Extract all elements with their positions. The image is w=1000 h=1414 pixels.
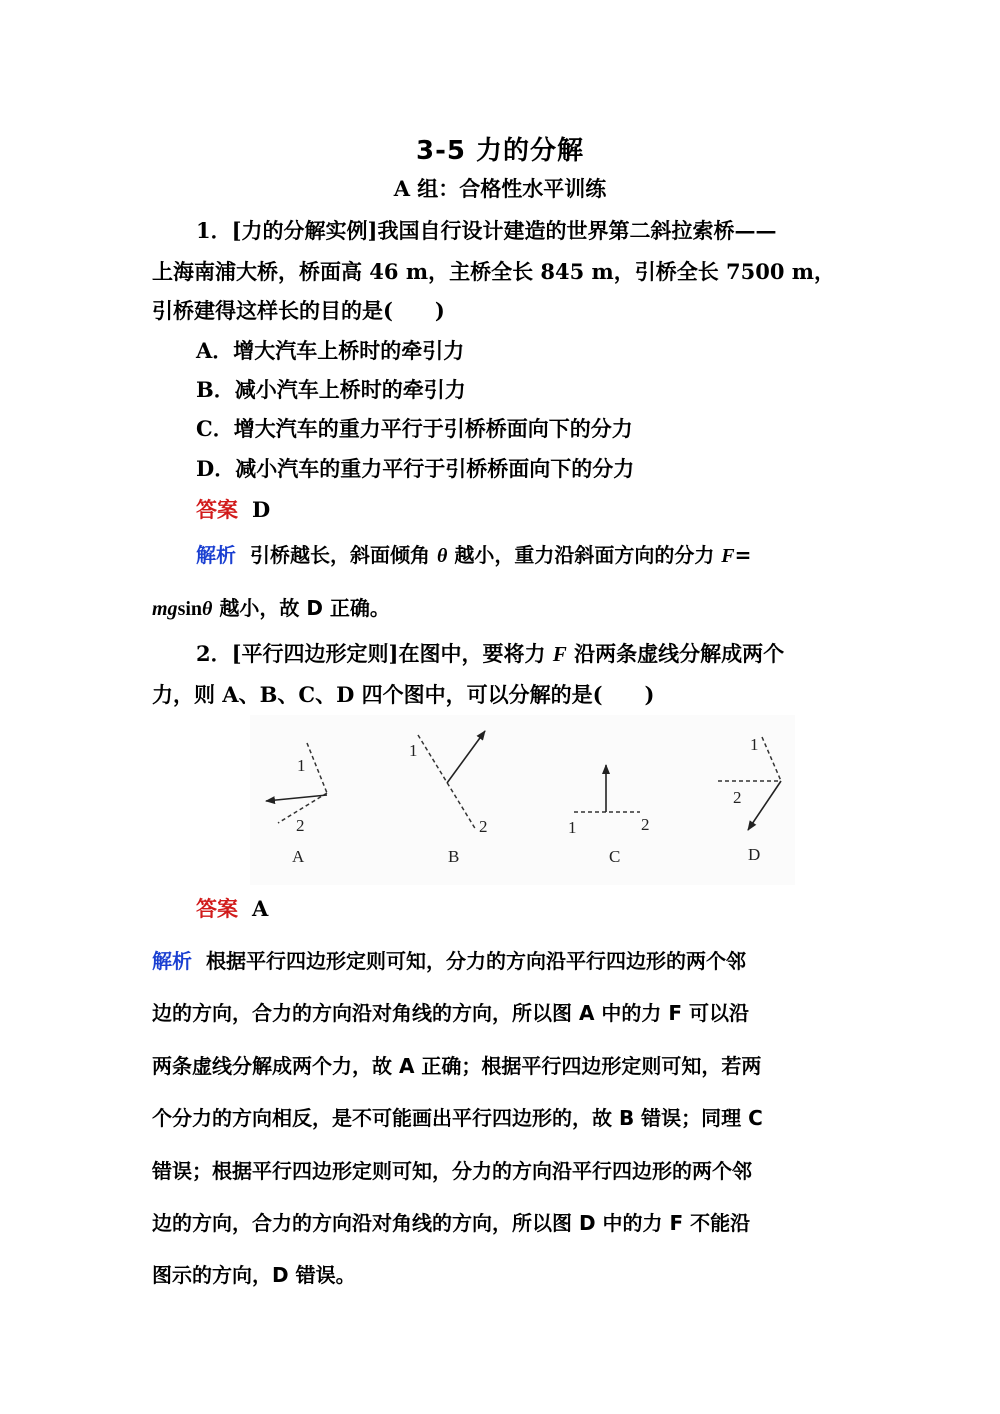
q2-answer-row bbox=[196, 893, 896, 923]
q2-analysis-line-4: 个分力的方向相反，是不可能画出平行四边形的，故 B 错误；同理 C bbox=[152, 1106, 763, 1130]
q2-analysis-line-2: 边的方向，合力的方向沿对角线的方向，所以图 A 中的力 F 可以沿 bbox=[152, 1001, 749, 1025]
q1-text-line-1: 1．[力的分解实例]我国自行设计建造的世界第二斜拉索桥—— bbox=[196, 218, 777, 243]
q1-analysis-line-2 bbox=[152, 592, 852, 621]
force-decomposition-figure bbox=[250, 715, 795, 885]
panel-a bbox=[266, 743, 327, 866]
q2-analysis-text-1: 根据平行四边形定则可知，分力的方向沿平行四边形的两个邻 bbox=[206, 949, 746, 973]
page-title: 3-5 力的分解 bbox=[415, 136, 585, 166]
panel-a-label-1: 1 bbox=[297, 756, 306, 775]
q1-analysis-theta-2: θ bbox=[202, 598, 213, 620]
q1-analysis-mg: mg bbox=[152, 598, 178, 620]
q2-text-line-2: 力，则 A、B、C、D 四个图中，可以分解的是( ) bbox=[152, 682, 655, 707]
q1-analysis-text-c: 越小，故 D 正确。 bbox=[212, 596, 390, 620]
q1-answer-value: D bbox=[252, 497, 271, 522]
q2-text-line-1 bbox=[196, 638, 896, 668]
panel-c bbox=[568, 765, 650, 866]
q2-analysis-line-3: 两条虚线分解成两个力，故 A 正确；根据平行四边形定则可知，若两 bbox=[152, 1054, 762, 1078]
q2-text-b: 沿两条虚线分解成两个 bbox=[574, 641, 785, 666]
panel-a-dashed-line-1 bbox=[307, 743, 327, 793]
q2-answer-label: 答案 bbox=[196, 897, 238, 921]
panel-a-name: A bbox=[292, 847, 305, 866]
q1-analysis-f: F bbox=[721, 545, 735, 567]
q1-option-b: B．减小汽车上桥时的牵引力 bbox=[196, 377, 466, 402]
q1-option-a: A．增大汽车上桥时的牵引力 bbox=[196, 338, 465, 363]
panel-d-label-1: 1 bbox=[750, 735, 759, 754]
q1-text-line-2: 上海南浦大桥，桥面高 46 m，主桥全长 845 m，引桥全长 7500 m， bbox=[152, 259, 836, 284]
panel-b-label-1: 1 bbox=[409, 741, 418, 760]
panel-d-force-arrow bbox=[748, 781, 781, 830]
q2-analysis-line-6: 边的方向，合力的方向沿对角线的方向，所以图 D 中的力 F 不能沿 bbox=[152, 1211, 751, 1235]
section-subtitle: A 组：合格性水平训练 bbox=[393, 176, 607, 201]
q1-answer-label: 答案 bbox=[196, 498, 238, 522]
q1-analysis-theta: θ bbox=[436, 545, 448, 567]
panel-b-label-2: 2 bbox=[479, 817, 488, 836]
panel-c-label-1: 1 bbox=[568, 818, 577, 837]
q1-analysis-label: 解析 bbox=[196, 543, 236, 567]
q2-text-f: F bbox=[552, 642, 567, 666]
q2-answer-value: A bbox=[252, 896, 269, 921]
panel-a-label-2: 2 bbox=[296, 816, 305, 835]
panel-c-label-2: 2 bbox=[641, 815, 650, 834]
q1-analysis-eq: = bbox=[734, 543, 752, 567]
q1-analysis-text-b: 越小，重力沿斜面方向的分力 bbox=[454, 543, 715, 567]
panel-b-name: B bbox=[448, 847, 460, 866]
panel-d-dashed-line-1 bbox=[762, 737, 781, 781]
panel-b-force-arrow bbox=[447, 731, 485, 783]
figure-svg bbox=[250, 715, 795, 885]
q1-analysis-text-a: 引桥越长，斜面倾角 bbox=[250, 543, 430, 567]
q1-answer-row bbox=[196, 494, 896, 524]
q1-option-d: D．减小汽车的重力平行于引桥桥面向下的分力 bbox=[196, 456, 635, 481]
panel-c-name: C bbox=[609, 847, 621, 866]
panel-d-name: D bbox=[748, 845, 761, 864]
q2-text-a: 2．[平行四边形定则]在图中，要将力 bbox=[196, 641, 546, 666]
panel-d-label-2: 2 bbox=[733, 788, 742, 807]
q1-analysis-line-1 bbox=[196, 539, 896, 568]
q1-text-line-3: 引桥建得这样长的目的是( ) bbox=[152, 298, 445, 323]
q2-analysis-line-7: 图示的方向，D 错误。 bbox=[152, 1263, 356, 1287]
q1-option-c: C．增大汽车的重力平行于引桥桥面向下的分力 bbox=[196, 416, 633, 441]
q2-analysis-line-1 bbox=[152, 945, 852, 974]
q2-analysis-line-5: 错误；根据平行四边形定则可知，分力的方向沿平行四边形的两个邻 bbox=[152, 1159, 752, 1183]
q1-analysis-sin: sin bbox=[177, 598, 203, 620]
q2-analysis-label: 解析 bbox=[152, 949, 192, 973]
panel-d bbox=[718, 735, 781, 864]
panel-b bbox=[409, 731, 488, 866]
